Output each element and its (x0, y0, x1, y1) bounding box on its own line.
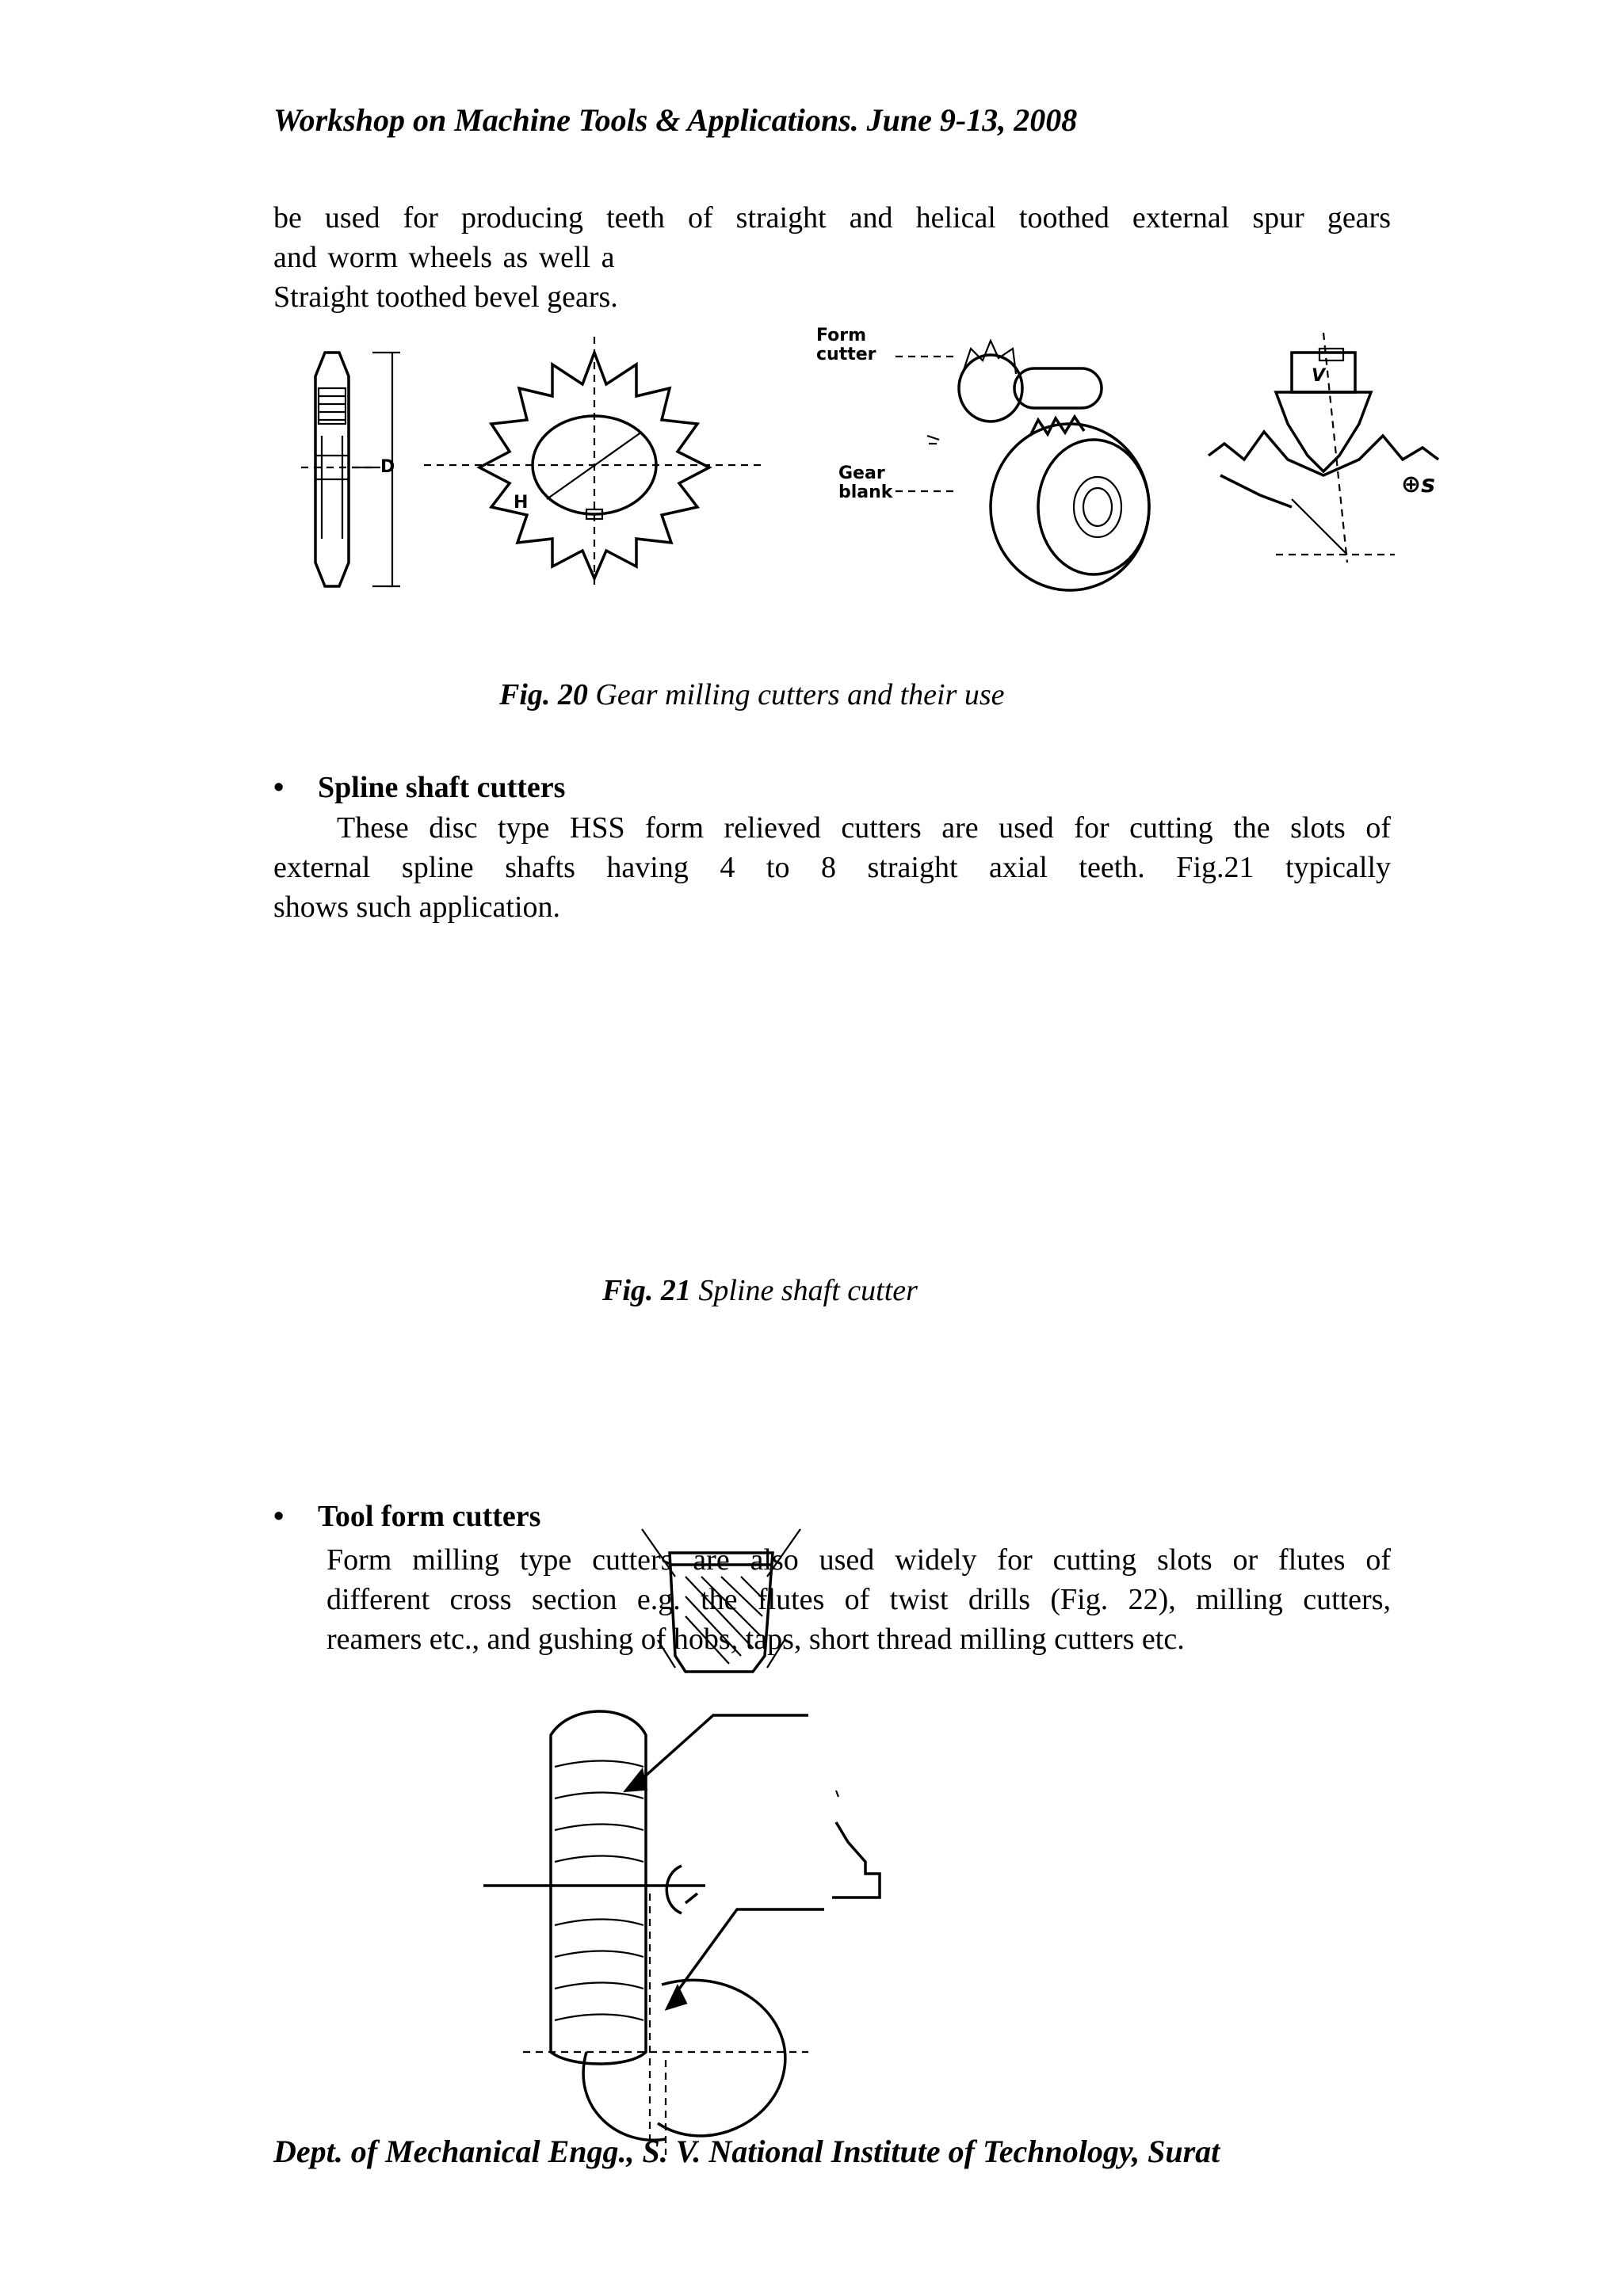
intro-line-2: and worm wheels as well a (273, 241, 615, 274)
toolform-line-2: different cross section e.g. the flutes of twist drills (Fig. 22), milling cutters, (327, 1583, 1391, 1616)
spline-line-1: These disc type HSS form relieved cutters are used for cutting the slots of (337, 811, 1391, 845)
toolform-line-3: reamers etc., and gushing of hobs, taps, short thread milling cutters etc. (327, 1623, 1185, 1656)
toolform-heading-text: Tool form cutters (318, 1500, 541, 1533)
fig20-dim-h: H (514, 493, 529, 513)
fig20-label-v: V (1312, 366, 1326, 386)
fig20-cutter-side-view (293, 341, 436, 602)
bullet-icon: • (273, 771, 285, 804)
spline-paragraph (273, 808, 1391, 927)
page-header: Workshop on Machine Tools & Applications. June 9-13, 2008 (273, 102, 1078, 138)
toolform-paragraph (327, 1540, 1391, 1659)
fig20-label-gear-blank-line1: Gear (838, 463, 885, 483)
fig20-label-s: ⊕s (1401, 471, 1435, 498)
toolform-heading (273, 1499, 540, 1534)
intro-line-3: Straight toothed bevel gears. (273, 280, 618, 314)
fig20-label-form-cutter-line2: cutter (816, 345, 876, 364)
fig20-disc-cutter (424, 337, 765, 590)
toolform-overlay-cutter (626, 1521, 816, 1680)
spline-heading (273, 770, 565, 805)
fig22-form-cutter-drawing (475, 1695, 919, 2155)
spline-line-3: shows such application. (273, 891, 561, 924)
fig20-caption-number: Fig. 20 (499, 678, 588, 711)
fig20-label-gear-blank-line2: blank (838, 482, 893, 502)
page-footer: Dept. of Mechanical Engg., S. V. National Institute of Technology, Surat (273, 2134, 1220, 2169)
fig20-caption (499, 677, 1005, 712)
fig20-caption-text: Gear milling cutters and their use (587, 678, 1005, 711)
fig21-caption (602, 1273, 918, 1308)
fig20-label-form-cutter-line1: Form (816, 326, 867, 345)
spline-line-2: external spline shafts having 4 to 8 straight axial teeth. Fig.21 typically (273, 851, 1391, 884)
intro-line-1: be used for producing teeth of straight and helical toothed external spur gears (273, 201, 1391, 235)
fig20-form-cutter-profile (1189, 317, 1458, 570)
fig20-label-form-cutter (816, 326, 876, 364)
spline-heading-text: Spline shaft cutters (318, 771, 566, 804)
intro-paragraph (273, 198, 1391, 317)
fig20-dim-d: D (380, 457, 395, 477)
toolform-line-1: Form milling type cutters are also used widely for cutting slots or flutes of (327, 1543, 1391, 1577)
fig20-gear-blank-setup (880, 325, 1149, 610)
fig21-caption-number: Fig. 21 (602, 1274, 691, 1307)
bullet-icon: • (273, 1500, 285, 1533)
fig21-caption-text: Spline shaft cutter (690, 1274, 918, 1307)
